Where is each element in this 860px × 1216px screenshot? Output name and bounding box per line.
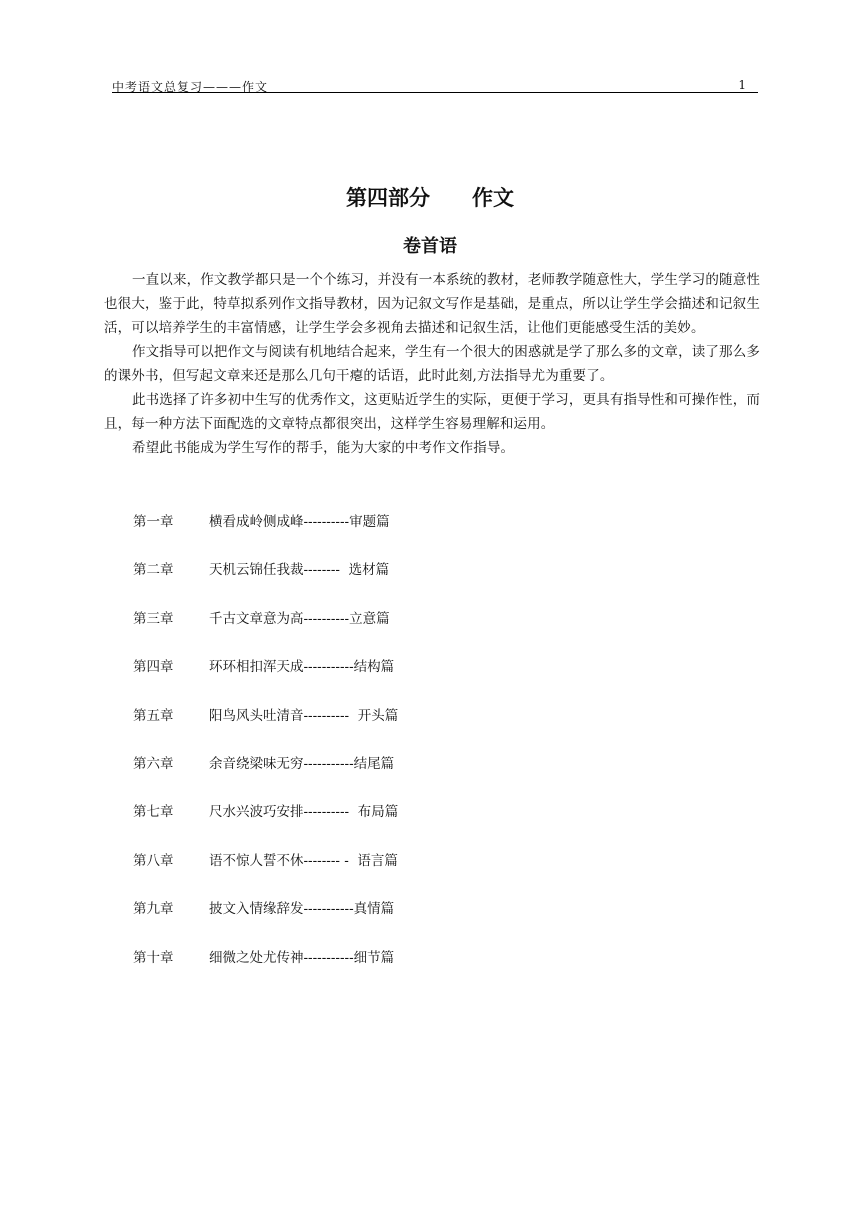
toc-chapter-number: 第五章	[133, 707, 174, 724]
toc-chapter-title: 尺水兴波巧安排---------- 布局篇	[209, 804, 399, 821]
toc-item	[133, 802, 633, 850]
toc-item	[133, 899, 633, 947]
preface-paragraph: 希望此书能成为学生写作的帮手，能为大家的中考作文作指导。	[132, 440, 515, 456]
part-title: 第四部分 作文	[346, 186, 514, 210]
page-header	[112, 76, 758, 93]
toc-item	[133, 657, 633, 705]
toc-chapter-number: 第四章	[133, 659, 174, 676]
toc-chapter-title: 余音绕梁味无穷-----------结尾篇	[209, 755, 395, 772]
toc-chapter-title: 天机云锦任我裁-------- 选材篇	[209, 562, 390, 579]
page-number: 1	[738, 78, 746, 92]
toc-item	[133, 754, 633, 802]
preface-paragraph: 一直以来，作文教学都只是一个个练习，并没有一本系统的教材，老师教学随意性大，学生学习的随意性也很大，鉴于此，特草拟系列作文指导教材，因为记叙文写作是基础，是重点，所以让学生学会描述和记叙生活，可以培养学生的丰富情感，让学生学会多视角去描述和记叙生活，让他们更能感受生活的美妙。	[104, 272, 760, 336]
table-of-contents	[133, 512, 633, 996]
toc-chapter-number: 第六章	[133, 755, 174, 772]
toc-chapter-number: 第八章	[133, 852, 174, 869]
header-title: 中考语文总复习———作文	[112, 80, 269, 94]
preface-body	[104, 268, 760, 460]
toc-chapter-number: 第二章	[133, 562, 174, 579]
toc-chapter-number: 第七章	[133, 804, 174, 821]
toc-item	[133, 560, 633, 608]
toc-item	[133, 609, 633, 657]
toc-chapter-number: 第九章	[133, 901, 174, 918]
toc-item	[133, 706, 633, 754]
preface-title: 卷首语	[403, 236, 457, 257]
toc-item	[133, 512, 633, 560]
toc-item	[133, 851, 633, 899]
toc-chapter-title: 细微之处尤传神-----------细节篇	[209, 949, 395, 966]
toc-chapter-title: 语不惊人誓不休-------- - 语言篇	[209, 852, 398, 869]
preface-paragraph: 作文指导可以把作文与阅读有机地结合起来，学生有一个很大的困惑就是学了那么多的文章，读了那么多的课外书，但写起文章来还是那么几句干瘪的话语，此时此刻,方法指导尤为重要了。	[104, 344, 760, 384]
toc-chapter-number: 第十章	[133, 949, 174, 966]
toc-chapter-title: 千古文章意为高----------立意篇	[209, 610, 390, 627]
toc-chapter-title: 环环相扣浑天成-----------结构篇	[209, 659, 395, 676]
preface-paragraph: 此书选择了许多初中生写的优秀作文，这更贴近学生的实际，更便于学习，更具有指导性和可操作性，而且，每一种方法下面配选的文章特点都很突出，这样学生容易理解和运用。	[104, 392, 760, 432]
toc-chapter-title: 横看成岭侧成峰----------审题篇	[209, 514, 390, 530]
toc-chapter-number: 第一章	[133, 514, 174, 530]
toc-chapter-title: 阳鸟风头吐清音---------- 开头篇	[209, 707, 399, 724]
toc-chapter-number: 第三章	[133, 610, 174, 627]
toc-item	[133, 948, 633, 996]
toc-chapter-title: 披文入情缘辞发-----------真情篇	[209, 901, 395, 918]
